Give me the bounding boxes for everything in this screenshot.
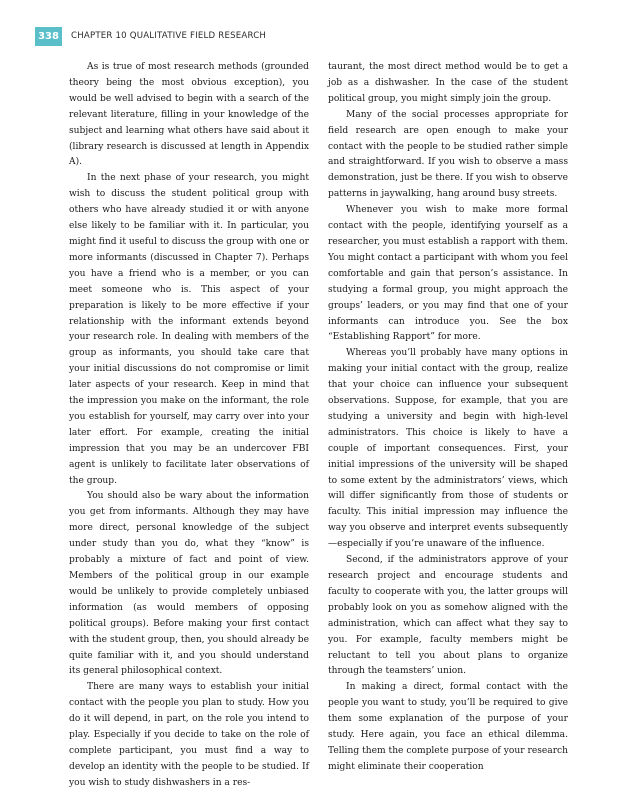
left-column <box>69 60 309 792</box>
paragraph: As is true of most research methods (grounded theory being the most obvious exception), you would be well advised to begin with a search of the relevant literature, filling in your knowledge of the subject and learning what others have said about it (library research is discussed at length in Appendix A). <box>69 62 309 168</box>
paragraph: Whereas you’ll probably have many options in making your initial contact with the group, realize that your choice can influence your subsequent observations. Suppose, for example, that you are studying a university and begin with high-level administrators. This choice is likely to have a couple of important consequences. First, your initial impressions of the university will be shaped to some extent by the administrators’ views, which will differ significantly from those of students or faculty. This initial impression may influence the way you observe and interpret events subsequently—especially if you’re unaware of the influence. <box>328 348 568 550</box>
page-number: 338 <box>35 27 62 46</box>
paragraph-continued: taurant, the most direct method would be to get a job as a dishwasher. In the case of the student political group, you might simply join the group. <box>328 62 568 104</box>
paragraph: In making a direct, formal contact with the people you want to study, you’ll be required to give them some explanation of the purpose of your study. Here again, you face an ethical dilemma. Telling them the complete purpose of your research might eliminate their cooperation <box>328 682 568 772</box>
paragraph: You should also be wary about the information you get from informants. Although they may have more direct, personal knowledge of the subject under study than you do, what they “know” is probably a mixture of fact and point of view. Members of the political group in our example would be unlikely to provide completely unbiased information (as would members of opposing political groups). Before making your first contact with the student group, then, you should already be quite familiar with it, and you should understand its general philosophical context. <box>69 491 309 677</box>
right-column <box>328 60 568 776</box>
paragraph: Many of the social processes appropriate for field research are open enough to make your contact with the people to be studied rather simple and straightforward. If you wish to observe a mass demonstration, just be there. If you wish to observe patterns in jaywalking, hang around busy streets. <box>328 109 568 200</box>
running-head: CHAPTER 10 QUALITATIVE FIELD RESEARCH <box>71 31 267 41</box>
paragraph: There are many ways to establish your initial contact with the people you plan to study. How you do it will depend, in part, on the role you intend to play. Especially if you decide to take on the role of complete participant, you must find a way to develop an identity with the people to be studied. If you wish to study dishwashers in a res- <box>69 682 309 788</box>
paragraph: In the next phase of your research, you might wish to discuss the student political group with others who have already studied it or with anyone else likely to be familiar with it. In particular, you might find it useful to discuss the group with one or more informants (discussed in Chapter 7). Perhaps you have a friend who is a member, or you can meet someone who is. This aspect of your preparation is likely to be more effective if your relationship with the informant extends beyond your research role. In dealing with members of the group as informants, you should take care that your initial discussions do not compromise or limit later aspects of your research. Keep in mind that the impression you make on the informant, the role you establish for yourself, may carry over into your later effort. For example, creating the initial impression that you may be an undercover FBI agent is unlikely to facilitate later observations of the group. <box>69 173 309 486</box>
paragraph: Whenever you wish to make more formal contact with the people, identifying yourself as a researcher, you must establish a rapport with them. You might contact a participant with whom you feel comfortable and gain that person’s assistance. In studying a formal group, you might approach the groups’ leaders, or you may find that one of your informants can introduce you. See the box “Establishing Rapport” for more. <box>328 205 568 343</box>
paragraph: Second, if the administrators approve of your research project and encourage students and faculty to cooperate with you, the latter groups will probably look on you as somehow aligned with the administration, which can affect what they say to you. For example, faculty members might be reluctant to tell you about plans to organize through the teamsters’ union. <box>328 555 568 677</box>
